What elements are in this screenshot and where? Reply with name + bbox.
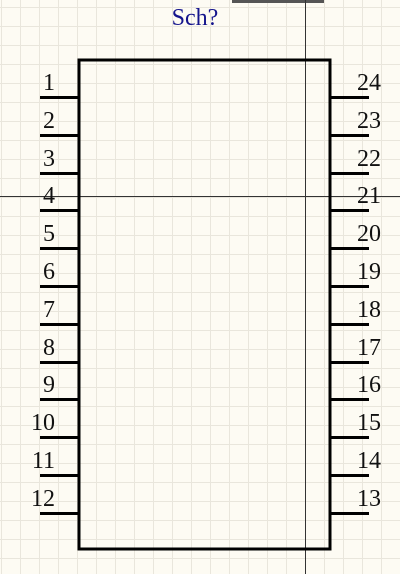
pin-number-7: 7 [43, 296, 55, 323]
pin-number-2: 2 [43, 107, 55, 134]
pin-number-20: 20 [357, 220, 381, 247]
pin-number-5: 5 [43, 220, 55, 247]
pin-number-23: 23 [357, 107, 381, 134]
pin-number-22: 22 [357, 145, 381, 172]
pin-number-11: 11 [31, 447, 55, 474]
pin-number-17: 17 [357, 334, 381, 361]
component-body[interactable] [79, 60, 330, 549]
pin-number-13: 13 [357, 485, 381, 512]
pin-number-14: 14 [357, 447, 381, 474]
pin-number-6: 6 [43, 258, 55, 285]
pin-number-9: 9 [43, 371, 55, 398]
pin-number-10: 10 [31, 409, 55, 436]
pin-number-16: 16 [357, 371, 381, 398]
pin-number-8: 8 [43, 334, 55, 361]
pin-number-3: 3 [43, 145, 55, 172]
pin-number-21: 21 [357, 182, 381, 209]
pin-number-24: 24 [357, 69, 381, 96]
component-designator[interactable]: Sch? [171, 5, 219, 31]
pin-number-4: 4 [43, 182, 55, 209]
pin-number-15: 15 [357, 409, 381, 436]
pin-number-19: 19 [357, 258, 381, 285]
pin-number-18: 18 [357, 296, 381, 323]
pin-number-12: 12 [31, 485, 55, 512]
pin-number-1: 1 [43, 69, 55, 96]
